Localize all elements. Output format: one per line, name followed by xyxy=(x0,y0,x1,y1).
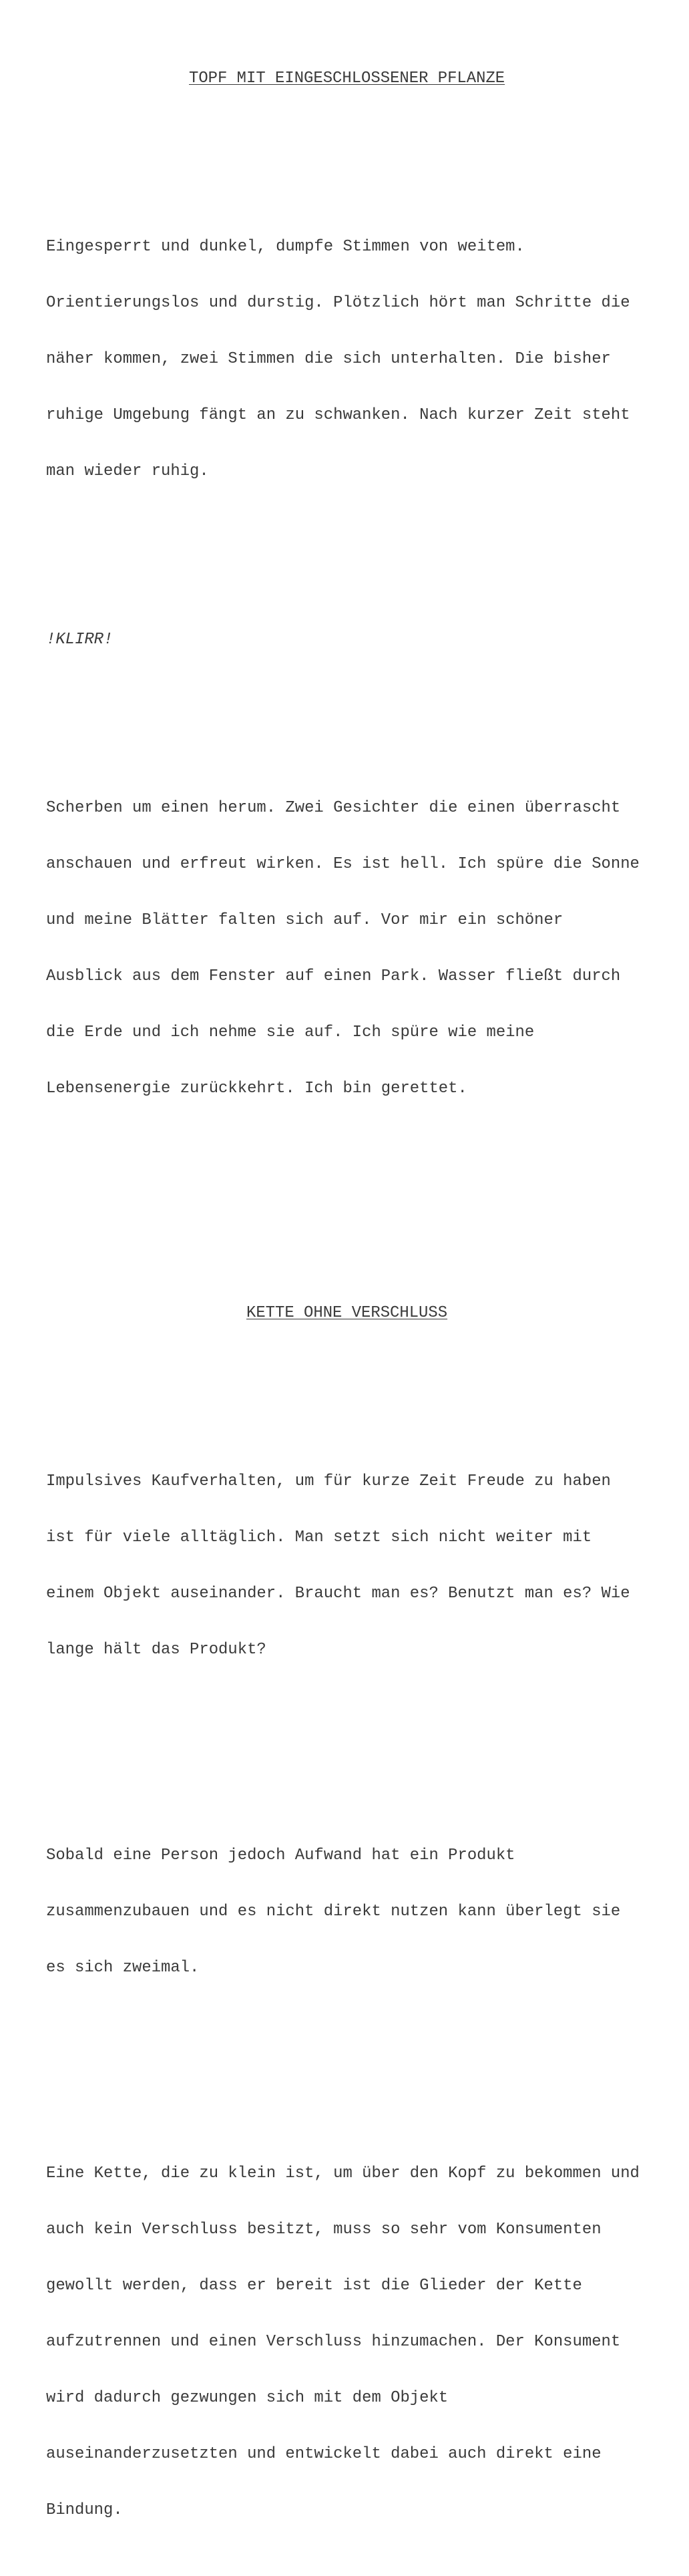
text-line: gewollt werden, dass er bereit ist die Glieder der Kette xyxy=(46,2277,582,2295)
text-line: auch kein Verschluss besitzt, muss so sehr vom Konsumenten xyxy=(46,2221,602,2239)
text-line: ist für viele alltäglich. Man setzt sich nicht weiter mit xyxy=(46,1528,592,1547)
text-line: ruhige Umgebung fängt an zu schwanken. Nach kurzer Zeit steht xyxy=(46,406,630,424)
text-line: Eine Kette, die zu klein ist, um über den Kopf zu bekommen und xyxy=(46,2164,640,2183)
text-line: Lebensenergie zurückkehrt. Ich bin gerettet. xyxy=(46,1080,467,1098)
text-line: Impulsives Kaufverhalten, um für kurze Zeit Freude zu haben xyxy=(46,1472,611,1490)
text-line: wird dadurch gezwungen sich mit dem Objekt xyxy=(46,2389,449,2407)
paragraph-kette-effort xyxy=(46,1809,647,2015)
text-line: Eingesperrt und dunkel, dumpfe Stimmen von weitem. xyxy=(46,238,525,256)
text-line: Bindung. xyxy=(46,2501,123,2519)
section-heading-pflanze: TOPF MIT EINGESCHLOSSENER PFLANZE xyxy=(189,69,505,88)
text-line: anschauen und erfreut wirken. Es ist hell. Ich spüre die Sonne xyxy=(46,855,640,873)
section-heading-kette: KETTE OHNE VERSCHLUSS xyxy=(246,1304,448,1322)
text-line: die Erde und ich nehme sie auf. Ich spüre wie meine xyxy=(46,1023,535,1041)
exclamation-klirr: !KLIRR! xyxy=(46,631,113,649)
paragraph-pflanze-rescue xyxy=(46,762,647,1136)
text-line: es sich zweimal. xyxy=(46,1959,200,1977)
paragraph-kette-impulse xyxy=(46,1435,647,1697)
text-line: Ausblick aus dem Fenster auf einen Park. Wasser fließt durch xyxy=(46,967,621,985)
text-line: und meine Blätter falten sich auf. Vor mir ein schöner xyxy=(46,911,563,929)
text-line: man wieder ruhig. xyxy=(46,462,209,480)
text-line: Sobald eine Person jedoch Aufwand hat ein Produkt xyxy=(46,1846,515,1865)
text-line: lange hält das Produkt? xyxy=(46,1641,266,1659)
text-line: zusammenzubauen und es nicht direkt nutzen kann überlegt sie xyxy=(46,1903,621,1921)
text-line: Orientierungslos und durstig. Plötzlich hört man Schritte die xyxy=(46,294,630,312)
document-page xyxy=(46,32,647,2576)
paragraph-kette-concept xyxy=(46,2127,647,2557)
text-line: einem Objekt auseinander. Braucht man es? Benutzt man es? Wie xyxy=(46,1585,630,1603)
text-line: aufzutrennen und einen Verschluss hinzumachen. Der Konsument xyxy=(46,2333,621,2351)
text-line: Scherben um einen herum. Zwei Gesichter die einen überrascht xyxy=(46,799,621,817)
text-line: auseinanderzusetzten und entwickelt dabei auch direkt eine xyxy=(46,2445,602,2463)
paragraph-pflanze-intro xyxy=(46,200,647,518)
text-line: näher kommen, zwei Stimmen die sich unterhalten. Die bisher xyxy=(46,350,611,368)
